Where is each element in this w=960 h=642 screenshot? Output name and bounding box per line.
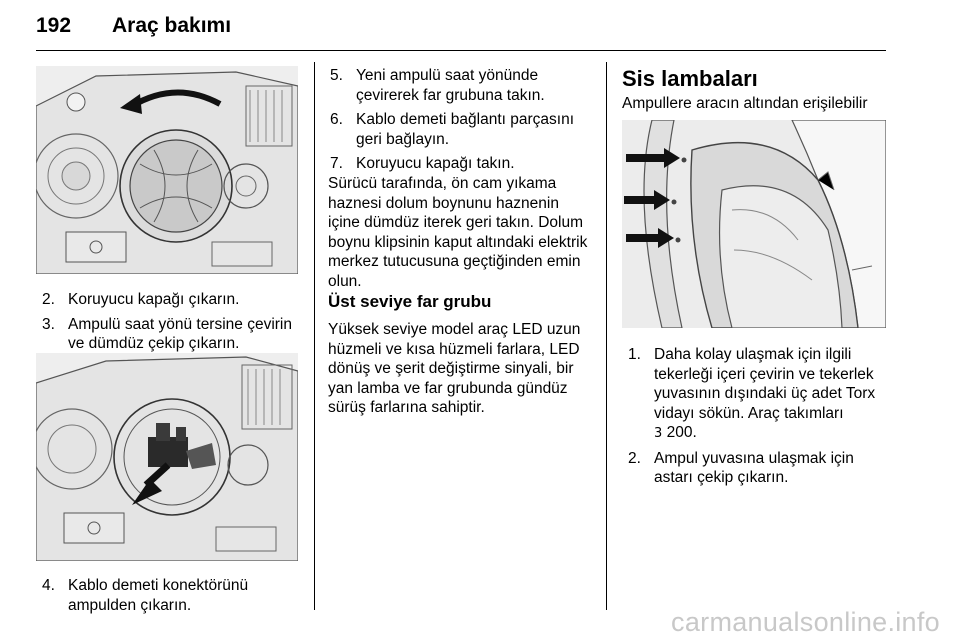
step-number: 7.: [330, 155, 343, 172]
cross-reference-arrow: 3: [654, 426, 663, 441]
watermark: carmanualsonline.info: [671, 607, 940, 637]
section-heading: Sis lambaları: [622, 66, 758, 91]
figure-bulb-connector: [36, 353, 298, 561]
column-divider-2: [606, 62, 607, 610]
step-text: Yeni ampulü saat yönünde çevirerek far grubuna takın.: [356, 67, 545, 104]
step-text: Koruyucu kapağı çıkarın.: [68, 291, 240, 308]
step-text: Koruyucu kapağı takın.: [356, 155, 515, 172]
step-number: 4.: [42, 577, 55, 594]
step-text: Kablo demeti konektörünü ampulden çıkarın.: [68, 577, 249, 614]
page-title: Araç bakımı: [112, 14, 232, 37]
list-item: [330, 110, 594, 149]
steps-list-fog: [628, 345, 888, 493]
step-number: 1.: [628, 346, 641, 363]
list-item: [330, 154, 594, 174]
step-text: Ampul yuvasına ulaşmak için astarı çekip çıkarın.: [654, 449, 854, 486]
figure-headlamp-cover-removal: [36, 66, 298, 274]
page-header: [36, 14, 886, 51]
list-item: [628, 345, 888, 444]
column-divider-1: [314, 62, 315, 610]
page-number: 192: [36, 14, 72, 37]
steps-list-5-7: [330, 66, 594, 179]
list-item: [628, 449, 888, 488]
step-number: 5.: [330, 67, 343, 84]
list-item: [42, 315, 304, 354]
intro-text: Ampullere aracın altından erişilebilir: [622, 95, 868, 112]
step-number: 6.: [330, 111, 343, 128]
steps-list-4: [42, 576, 304, 620]
step-text: Daha kolay ulaşmak için ilgili tekerleği içeri çevirin ve tekerlek yuvasının dışındaki üç adet Torx vidayı sökün. Araç takımları: [654, 346, 876, 422]
cross-reference-link[interactable]: 200.: [666, 424, 697, 441]
step-text: Kablo demeti bağlantı parçasını geri bağlayın.: [356, 111, 574, 148]
section-subheading: Üst seviye far grubu: [328, 292, 492, 311]
step-number: 2.: [628, 449, 641, 467]
washer-filler-paragraph: Sürücü tarafında, ön cam yıkama haznesi dolum boynunu haznenin içine dümdüz iterek geri takın. Dolum boynu klipsinin kaput altındaki elektrik merkez tutucusuna geçtiğinden emin olun.: [328, 175, 588, 290]
list-item: [42, 576, 304, 615]
step-number: 3.: [42, 315, 55, 333]
list-item: [330, 66, 594, 105]
list-item: [42, 290, 304, 310]
steps-list-2-3: [42, 290, 304, 359]
figure-wheel-arch-screws: [622, 120, 886, 328]
step-number: 2.: [42, 291, 55, 308]
led-description-paragraph: Yüksek seviye model araç LED uzun hüzmeli ve kısa hüzmeli farlara, LED dönüş ve şerit değiştirme sinyali, bir yan lamba ve far grubunda gündüz sürüş farlarına sahiptir.: [328, 321, 581, 416]
step-text: Ampulü saat yönü tersine çevirin ve dümdüz çekip çıkarın.: [68, 315, 293, 352]
